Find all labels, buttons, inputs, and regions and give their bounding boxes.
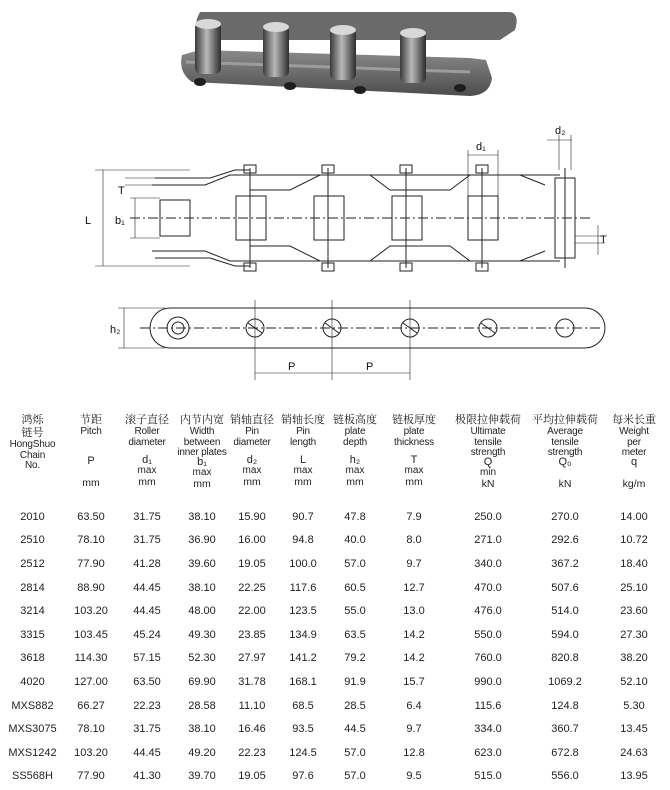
table-cell: 18.40 xyxy=(620,557,648,570)
table-cell: 77.90 xyxy=(77,770,105,783)
table-cell: 78.10 xyxy=(77,723,105,736)
table-cell: 19.05 xyxy=(238,770,266,783)
table-cell: 4020 xyxy=(20,675,45,688)
table-row xyxy=(0,647,667,671)
table-cell: 334.0 xyxy=(474,723,502,736)
table-cell: 38.10 xyxy=(188,510,216,523)
table-cell: 14.2 xyxy=(403,652,425,665)
table-cell: 13.45 xyxy=(620,723,648,736)
table-row xyxy=(0,505,667,529)
table-row xyxy=(0,741,667,765)
table-cell: 49.30 xyxy=(188,628,216,641)
table-cell: 9.7 xyxy=(406,557,422,570)
table-cell: 11.10 xyxy=(238,699,266,712)
table-cell: 515.0 xyxy=(474,770,502,783)
table-cell: 22.00 xyxy=(238,605,266,618)
table-cell: 31.75 xyxy=(133,510,161,523)
table-cell: 2510 xyxy=(20,534,45,547)
table-cell: 97.6 xyxy=(292,770,314,783)
table-cell: 514.0 xyxy=(551,605,579,618)
table-cell: 550.0 xyxy=(474,628,502,641)
table-cell: 10.72 xyxy=(620,534,648,547)
table-cell: 760.0 xyxy=(474,652,502,665)
label-T-left: T xyxy=(118,185,125,197)
table-cell: MXS1242 xyxy=(8,746,57,759)
label-b1: b₁ xyxy=(115,215,125,227)
table-cell: 3315 xyxy=(20,628,45,641)
table-cell: 15.7 xyxy=(403,675,425,688)
table-row xyxy=(0,670,667,694)
table-cell: 103.20 xyxy=(74,605,108,618)
table-cell: 69.90 xyxy=(188,675,216,688)
header-roller-diameter: 滚子直径 Roller diameter d₁ max mm xyxy=(125,414,169,488)
table-cell: 38.10 xyxy=(188,581,216,594)
label-h2: h₂ xyxy=(110,324,121,336)
table-row xyxy=(0,623,667,647)
table-cell: 594.0 xyxy=(551,628,579,641)
table-row xyxy=(0,599,667,623)
table-cell: 77.90 xyxy=(77,557,105,570)
table-cell: 90.7 xyxy=(292,510,314,523)
table-cell: 623.0 xyxy=(474,746,502,759)
header-plate-depth: 链板高度 plate depth h₂ max mm xyxy=(333,414,377,488)
table-cell: 48.00 xyxy=(188,605,216,618)
table-cell: 114.30 xyxy=(74,652,108,665)
table-cell: 270.0 xyxy=(551,510,579,523)
table-cell: 820.8 xyxy=(551,652,579,665)
header-plate-thickness: 链板厚度 plate thickness T max mm xyxy=(392,414,436,488)
table-cell: 9.7 xyxy=(406,723,422,736)
table-row xyxy=(0,552,667,576)
table-cell: 31.78 xyxy=(238,675,266,688)
table-cell: 16.00 xyxy=(238,534,266,547)
table-cell: 13.95 xyxy=(620,770,648,783)
table-cell: 93.5 xyxy=(292,723,314,736)
header-inner-width: 内节内宽 Width between inner plates b₁ max mm xyxy=(177,414,227,490)
table-cell: 556.0 xyxy=(551,770,579,783)
table-cell: 115.6 xyxy=(474,699,502,712)
table-cell: 103.20 xyxy=(74,746,108,759)
table-cell: 44.5 xyxy=(344,723,366,736)
table-cell: 22.23 xyxy=(133,699,161,712)
table-cell: 123.5 xyxy=(289,605,317,618)
table-cell: 124.5 xyxy=(289,746,317,759)
table-cell: 57.15 xyxy=(133,652,161,665)
table-cell: 3618 xyxy=(20,652,45,665)
table-cell: 63.50 xyxy=(77,510,105,523)
table-cell: 28.58 xyxy=(188,699,216,712)
table-cell: 15.90 xyxy=(238,510,266,523)
table-cell: 63.50 xyxy=(133,675,161,688)
table-cell: 1069.2 xyxy=(548,675,582,688)
table-cell: 28.5 xyxy=(344,699,366,712)
table-cell: 3214 xyxy=(20,605,45,618)
table-cell: 271.0 xyxy=(474,534,502,547)
table-cell: 7.9 xyxy=(406,510,422,523)
table-cell: 22.23 xyxy=(238,746,266,759)
table-cell: 79.2 xyxy=(344,652,366,665)
label-L: L xyxy=(85,215,92,227)
table-cell: 19.05 xyxy=(238,557,266,570)
table-cell: 47.8 xyxy=(344,510,366,523)
table-cell: 6.4 xyxy=(406,699,422,712)
table-cell: 117.6 xyxy=(289,581,317,594)
table-cell: 60.5 xyxy=(344,581,366,594)
table-cell: 16.46 xyxy=(238,723,266,736)
table-cell: 49.20 xyxy=(188,746,216,759)
table-cell: 68.5 xyxy=(292,699,314,712)
table-cell: 13.0 xyxy=(403,605,425,618)
table-cell: 31.75 xyxy=(133,723,161,736)
table-row xyxy=(0,694,667,718)
table-cell: 57.0 xyxy=(344,770,366,783)
header-average-strength: 平均拉伸载荷 Average tensile strength Q₀ kN xyxy=(532,414,598,490)
table-cell: 57.0 xyxy=(344,746,366,759)
table-cell: 40.0 xyxy=(344,534,366,547)
table-cell: 78.10 xyxy=(77,534,105,547)
table-cell: 14.2 xyxy=(403,628,425,641)
table-cell: 44.45 xyxy=(133,581,161,594)
table-cell: 44.45 xyxy=(133,746,161,759)
table-cell: 12.7 xyxy=(403,581,425,594)
table-cell: 8.0 xyxy=(406,534,422,547)
header-weight-per-meter: 每米长重 Weight per meter q kg/m xyxy=(612,414,656,490)
label-P-1: P xyxy=(288,361,296,373)
table-row xyxy=(0,576,667,600)
table-cell: 52.10 xyxy=(620,675,648,688)
table-cell: 25.10 xyxy=(620,581,648,594)
header-pitch: 节距 Pitch P mm xyxy=(80,414,102,489)
table-cell: 88.90 xyxy=(77,581,105,594)
table-cell: 23.85 xyxy=(238,628,266,641)
table-row xyxy=(0,717,667,741)
table-cell: 27.97 xyxy=(238,652,266,665)
header-pin-length: 销轴长度 Pin length L max mm xyxy=(281,414,325,488)
table-cell: 2010 xyxy=(20,510,45,523)
table-cell: 14.00 xyxy=(620,510,648,523)
table-cell: 672.8 xyxy=(551,746,579,759)
table-cell: 41.28 xyxy=(133,557,161,570)
table-cell: 24.63 xyxy=(620,746,648,759)
table-cell: 507.6 xyxy=(551,581,579,594)
table-cell: 100.0 xyxy=(289,557,317,570)
table-cell: 55.0 xyxy=(344,605,366,618)
table-cell: 103.45 xyxy=(74,628,108,641)
table-cell: 476.0 xyxy=(474,605,502,618)
table-cell: 340.0 xyxy=(474,557,502,570)
table-cell: 38.10 xyxy=(188,723,216,736)
table-cell: 39.60 xyxy=(188,557,216,570)
header-pin-diameter: 销轴直径 Pin diameter d₂ max mm xyxy=(230,414,274,488)
label-d2: d₂ xyxy=(555,125,566,137)
table-cell: 250.0 xyxy=(474,510,502,523)
table-cell: 367.2 xyxy=(551,557,579,570)
label-T-right: T xyxy=(600,234,607,246)
table-row xyxy=(0,765,667,789)
table-cell: 12.8 xyxy=(403,746,425,759)
table-cell: 66.27 xyxy=(77,699,105,712)
table-cell: 141.2 xyxy=(289,652,317,665)
table-cell: 27.30 xyxy=(620,628,648,641)
table-cell: MXS882 xyxy=(11,699,54,712)
table-cell: 360.7 xyxy=(551,723,579,736)
label-d1: d₁ xyxy=(476,141,486,153)
table-cell: 39.70 xyxy=(188,770,216,783)
table-cell: 52.30 xyxy=(188,652,216,665)
table-cell: 2512 xyxy=(20,557,45,570)
table-cell: 168.1 xyxy=(289,675,317,688)
table-cell: 9.5 xyxy=(406,770,422,783)
table-cell: 127.00 xyxy=(74,675,108,688)
label-P-2: P xyxy=(366,361,374,373)
table-cell: 23.60 xyxy=(620,605,648,618)
table-cell: 94.8 xyxy=(292,534,314,547)
table-cell: 470.0 xyxy=(474,581,502,594)
table-cell: 45.24 xyxy=(133,628,161,641)
table-cell: 41.30 xyxy=(133,770,161,783)
table-cell: 44.45 xyxy=(133,605,161,618)
table-cell: 91.9 xyxy=(344,675,366,688)
table-cell: 2814 xyxy=(20,581,45,594)
table-cell: 36.90 xyxy=(188,534,216,547)
table-cell: 124.8 xyxy=(551,699,579,712)
header-chain-no: 鸿烁 链号 HongShuo Chain No. xyxy=(9,414,56,471)
table-cell: 134.9 xyxy=(289,628,317,641)
table-cell: 990.0 xyxy=(474,675,502,688)
table-cell: 57.0 xyxy=(344,557,366,570)
table-cell: SS568H xyxy=(12,770,53,783)
table-row xyxy=(0,529,667,553)
chain-spec-table xyxy=(0,505,667,788)
table-cell: 22.25 xyxy=(238,581,266,594)
table-cell: 38.20 xyxy=(620,652,648,665)
header-ultimate-strength: 极限拉伸载荷 Ultimate tensile strength Q min kN xyxy=(455,414,521,490)
table-cell: 5.30 xyxy=(623,699,645,712)
table-cell: MXS3075 xyxy=(8,723,57,736)
table-cell: 292.6 xyxy=(551,534,579,547)
table-cell: 63.5 xyxy=(344,628,366,641)
table-cell: 31.75 xyxy=(133,534,161,547)
